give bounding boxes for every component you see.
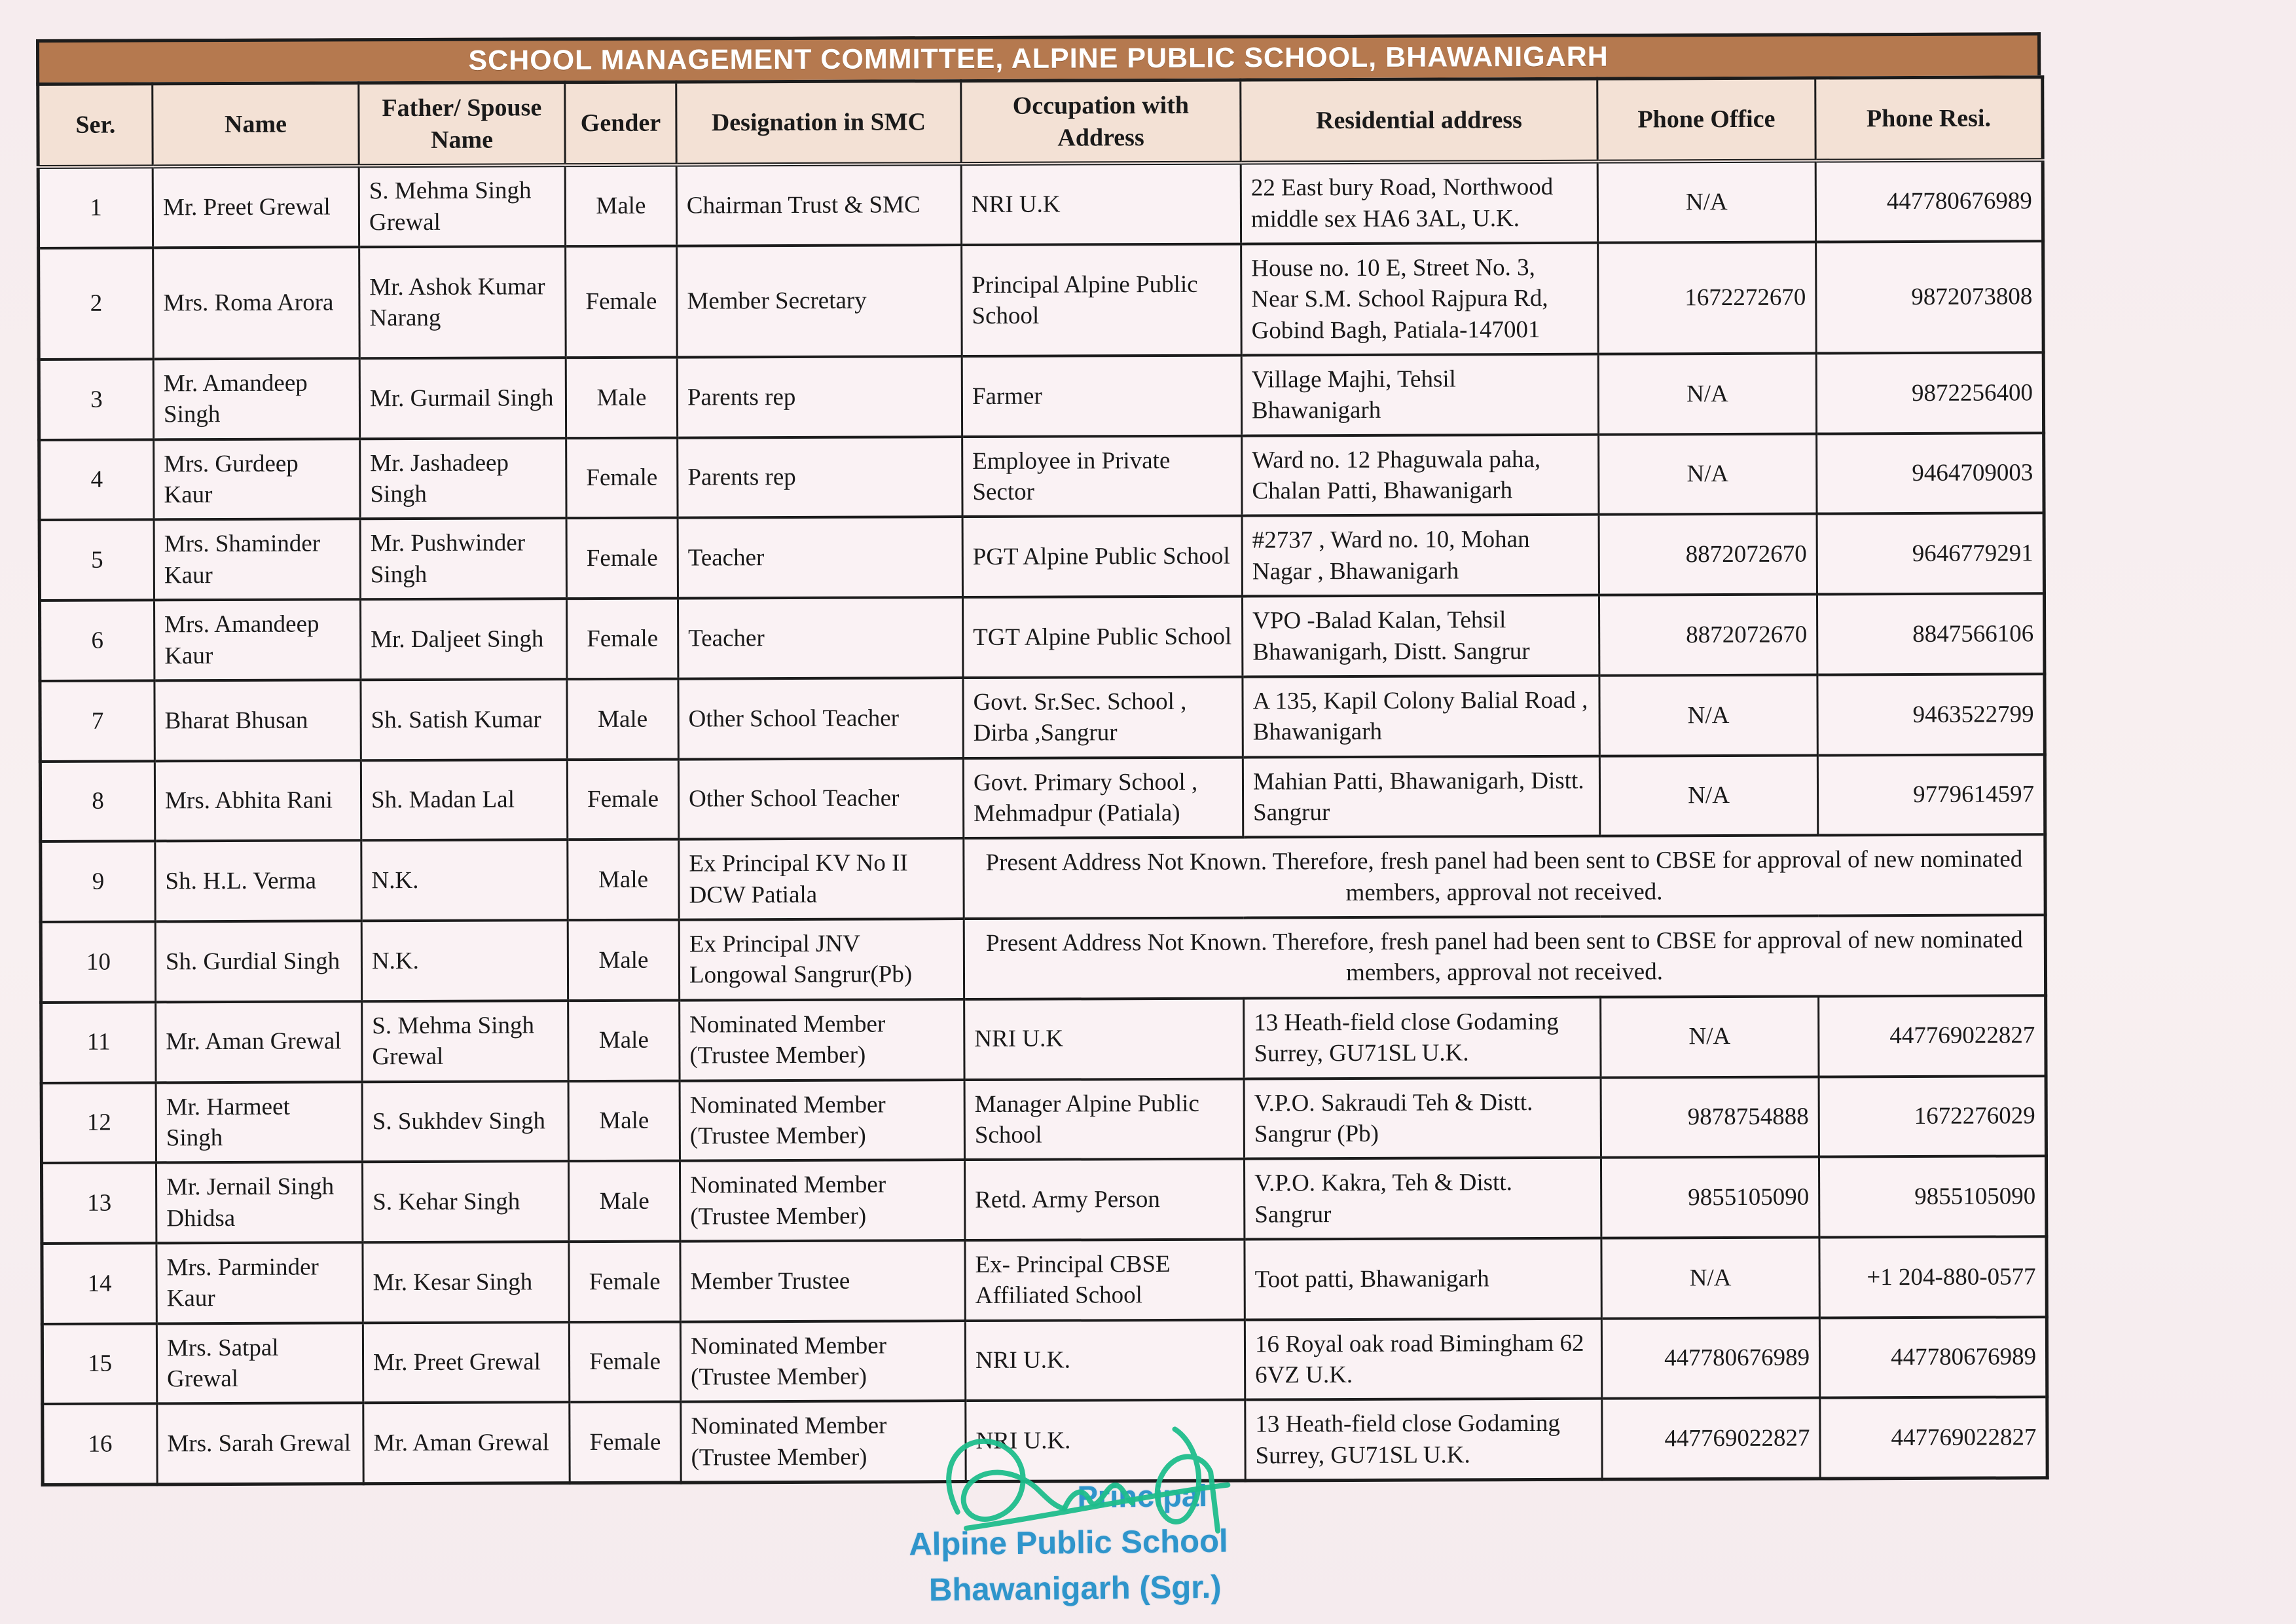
table-cell: Female	[566, 437, 678, 518]
table-cell: 447769022827	[1819, 995, 2046, 1077]
table-cell: Mr. Amandeep Singh	[153, 358, 359, 439]
table-cell: 8872072670	[1599, 514, 1817, 595]
table-cell: 9463522799	[1817, 674, 2045, 755]
table-cell: Manager Alpine Public School	[964, 1079, 1244, 1160]
table-cell: 11	[41, 1002, 156, 1082]
table-cell: Female	[566, 246, 678, 358]
table-cell: 1	[38, 167, 153, 248]
table-cell: Mr. Kesar Singh	[363, 1242, 569, 1323]
table-cell: 447769022827	[1820, 1397, 2047, 1479]
table-cell: 10	[41, 921, 155, 1002]
table-cell: 9872073808	[1816, 241, 2044, 353]
table-cell: Mr. Aman Grewal	[156, 1001, 362, 1082]
table-cell: 5	[39, 520, 154, 600]
table-cell: Nominated Member (Trustee Member)	[680, 1160, 964, 1241]
table-cell: 447780676989	[1601, 1318, 1819, 1399]
table-cell: Mrs. Sarah Grewal	[157, 1403, 363, 1485]
table-cell: Male	[567, 679, 678, 760]
committee-table	[36, 75, 2049, 1486]
table-cell: Mr. Daljeet Singh	[360, 599, 566, 680]
table-cell: #2737 , Ward no. 10, Mohan Nagar , Bhawanigarh	[1242, 515, 1599, 597]
table-row	[41, 1076, 2046, 1163]
table-cell: Male	[568, 920, 679, 1001]
table-cell: Mrs. Satpal Grewal	[156, 1323, 363, 1404]
table-row	[42, 1236, 2047, 1323]
table-cell: Mrs. Shaminder Kaur	[154, 519, 360, 600]
table-cell: V.P.O. Kakra, Teh & Distt. Sangrur	[1244, 1158, 1601, 1240]
table-cell: 14	[42, 1243, 156, 1323]
table-cell: N/A	[1598, 354, 1816, 435]
table-cell: 8872072670	[1599, 595, 1817, 676]
table-row	[41, 835, 2045, 922]
table-cell: Sh. Madan Lal	[361, 760, 567, 841]
table-header-row	[38, 77, 2043, 167]
table-cell: 13 Heath-field close Godaming Surrey, GU71SL U.K.	[1245, 1399, 1602, 1481]
table-cell: Mrs. Roma Arora	[153, 247, 360, 359]
table-cell: Nominated Member (Trustee Member)	[681, 1401, 966, 1483]
table-row	[39, 513, 2044, 600]
table-header	[38, 77, 2043, 167]
table-cell: 1672272670	[1598, 242, 1817, 354]
table-cell: 9878754888	[1601, 1077, 1819, 1158]
signature-scribble-icon	[914, 1421, 1236, 1568]
table-cell: Parents rep	[678, 437, 962, 518]
table-cell: N/A	[1599, 434, 1817, 515]
table-cell: Male	[568, 1080, 680, 1161]
table-cell: N/A	[1601, 1237, 1819, 1318]
table-cell: NRI U.K.	[965, 1320, 1245, 1401]
table-cell: Member Secretary	[677, 245, 962, 358]
stamp-line-principal: Principal	[1077, 1477, 1208, 1515]
table-cell: S. Mehma Singh Grewal	[362, 1001, 568, 1082]
table-cell: Govt. Sr.Sec. School , Dirba ,Sangrur	[963, 676, 1243, 758]
table-cell: Village Majhi, Tehsil Bhawanigarh	[1241, 354, 1598, 436]
table-cell: Employee in Private Sector	[962, 435, 1242, 517]
table-cell: Mr. Jashadeep Singh	[360, 438, 566, 519]
table-cell: Female	[569, 1242, 680, 1322]
table-cell: Farmer	[962, 356, 1241, 437]
table-cell: Chairman Trust & SMC	[676, 164, 961, 246]
table-cell: 9779614597	[1817, 754, 2045, 836]
table-cell: Toot patti, Bhawanigarh	[1245, 1238, 1601, 1320]
table-cell: Female	[570, 1402, 681, 1483]
table-cell: Male	[568, 1161, 680, 1242]
table-cell: 16	[43, 1404, 157, 1485]
table-cell: VPO -Balad Kalan, Tehsil Bhawanigarh, Distt. Sangrur	[1242, 595, 1599, 677]
table-cell: Sh. H.L. Verma	[155, 841, 361, 922]
table-header-cell: Occupation with Address	[961, 80, 1241, 164]
table-cell: Mrs. Abhita Rani	[155, 760, 361, 841]
table-header-cell: Residential address	[1241, 79, 1597, 163]
table-cell: 9	[41, 841, 155, 922]
table-body	[38, 160, 2047, 1485]
table-cell: 6	[39, 600, 154, 681]
table-cell: A 135, Kapil Colony Balial Road , Bhawanigarh	[1243, 676, 1599, 758]
table-header-cell: Phone Office	[1597, 78, 1815, 162]
table-cell: Ward no. 12 Phaguwala paha, Chalan Patti, Bhawanigarh	[1242, 434, 1599, 516]
table-cell: House no. 10 E, Street No. 3, Near S.M. School Rajpura Rd, Gobind Bagh, Patiala-147001	[1241, 243, 1599, 356]
table-cell: N.K.	[361, 920, 568, 1001]
table-cell: 447769022827	[1602, 1398, 1820, 1479]
table-cell: Male	[565, 165, 676, 246]
table-row	[39, 352, 2043, 439]
table-cell: Female	[566, 518, 678, 599]
table-cell: Male	[566, 358, 677, 438]
table-cell: Ex Principal KV No II DCW Patiala	[679, 838, 964, 919]
table-cell: Mr. Jernail Singh Dhidsa	[156, 1162, 362, 1244]
table-cell: 2	[39, 248, 154, 360]
table-cell: Bharat Bhusan	[155, 680, 361, 761]
table-cell: 8847566106	[1817, 594, 2044, 675]
table-cell: 4	[39, 439, 154, 520]
table-cell: Female	[567, 759, 678, 840]
table-cell: Sh. Gurdial Singh	[155, 921, 361, 1002]
table-cell: Teacher	[678, 597, 962, 678]
table-cell: Present Address Not Known. Therefore, fresh panel had been sent to CBSE for approval of new nominated members, approval not received.	[964, 915, 2045, 999]
table-cell: 22 East bury Road, Northwood middle sex HA6 3AL, U.K.	[1241, 162, 1597, 244]
table-cell: Ex Principal JNV Longowal Sangrur(Pb)	[679, 919, 964, 1000]
table-cell: Other School Teacher	[678, 758, 963, 840]
table-cell: 9855105090	[1819, 1156, 2046, 1238]
table-cell: NRI U.K	[961, 163, 1241, 245]
table-cell: Retd. Army Person	[964, 1159, 1244, 1240]
table-cell: 447780676989	[1819, 1317, 2047, 1398]
committee-document	[36, 32, 2046, 1486]
table-cell: Mr. Aman Grewal	[363, 1403, 570, 1484]
table-cell: +1 204-880-0577	[1819, 1236, 2047, 1318]
table-cell: 13 Heath-field close Godaming Surrey, GU71SL U.K.	[1244, 997, 1601, 1079]
table-cell: N/A	[1599, 674, 1817, 756]
table-cell: 8	[40, 761, 155, 841]
table-cell: Mr. Preet Grewal	[153, 166, 359, 248]
table-header-cell: Father/ Spouse Name	[359, 83, 565, 166]
table-cell: N.K.	[361, 840, 568, 921]
table-cell: Mr. Harmeet Singh	[156, 1082, 362, 1163]
table-header-cell: Ser.	[38, 84, 153, 167]
table-cell: Mr. Pushwinder Singh	[360, 519, 566, 600]
stamp-line-place: Bhawanigarh (Sgr.)	[928, 1569, 1222, 1608]
table-cell: Present Address Not Known. Therefore, fresh panel had been sent to CBSE for approval of new nominated members, approval not received.	[964, 835, 2045, 919]
table-cell: 9464709003	[1817, 433, 2044, 514]
table-cell: Govt. Primary School , Mehmadpur (Patiala)	[963, 757, 1243, 838]
table-cell: 447780676989	[1815, 160, 2043, 242]
table-cell: N/A	[1599, 755, 1817, 836]
table-header-cell: Name	[153, 83, 359, 167]
table-row	[40, 754, 2045, 841]
table-cell: Nominated Member (Trustee Member)	[680, 999, 964, 1080]
table-row	[41, 1156, 2046, 1244]
table-cell: Mahian Patti, Bhawanigarh, Distt. Sangrur	[1243, 756, 1599, 838]
table-row	[38, 160, 2043, 248]
table-cell: Teacher	[678, 517, 962, 599]
table-cell: Male	[568, 1000, 680, 1080]
table-cell: Nominated Member (Trustee Member)	[680, 1080, 964, 1161]
table-row	[39, 594, 2044, 681]
table-cell: Mrs. Amandeep Kaur	[154, 599, 360, 680]
principal-stamp	[896, 1432, 1265, 1619]
table-cell: 1672276029	[1819, 1076, 2046, 1157]
table-cell: S. Mehma Singh Grewal	[359, 165, 565, 247]
table-cell: 13	[41, 1163, 156, 1244]
table-cell: 15	[42, 1323, 156, 1404]
table-header-cell: Designation in SMC	[676, 81, 961, 165]
table-cell: NRI U.K	[964, 998, 1244, 1079]
document-title: SCHOOL MANAGEMENT COMMITTEE, ALPINE PUBLIC SCHOOL, BHAWANIGARH	[36, 32, 2041, 83]
table-cell: Nominated Member (Trustee Member)	[680, 1321, 965, 1402]
table-cell: S. Kehar Singh	[362, 1161, 568, 1242]
table-cell: 3	[39, 359, 153, 439]
table-cell: 9872256400	[1816, 352, 2043, 434]
table-cell: Female	[569, 1321, 680, 1402]
table-row	[41, 995, 2046, 1082]
table-cell: 9646779291	[1817, 513, 2044, 595]
table-cell: TGT Alpine Public School	[962, 597, 1242, 678]
table-cell: N/A	[1597, 161, 1815, 243]
table-cell: Member Trustee	[680, 1240, 965, 1321]
table-cell: PGT Alpine Public School	[962, 516, 1242, 597]
table-cell: Mr. Gurmail Singh	[359, 358, 566, 439]
table-cell: Ex- Principal CBSE Affiliated School	[965, 1240, 1245, 1321]
table-cell: Sh. Satish Kumar	[361, 679, 567, 760]
table-header-cell: Gender	[565, 82, 676, 165]
table-cell: V.P.O. Sakraudi Teh & Distt. Sangrur (Pb)	[1244, 1077, 1601, 1159]
table-cell: Female	[566, 599, 678, 679]
table-cell: S. Sukhdev Singh	[362, 1081, 568, 1162]
table-row	[40, 674, 2045, 761]
stamp-line-school: Alpine Public School	[909, 1523, 1228, 1562]
table-cell: Mrs. Gurdeep Kaur	[154, 439, 360, 520]
table-cell: Other School Teacher	[678, 678, 963, 759]
table-cell: Parents rep	[677, 356, 962, 437]
table-cell: Mrs. Parminder Kaur	[156, 1242, 363, 1323]
table-cell: Male	[568, 840, 679, 920]
table-row	[41, 915, 2045, 1002]
table-cell: 12	[41, 1082, 156, 1163]
table-header-cell: Phone Resi.	[1815, 77, 2043, 161]
table-row	[39, 433, 2044, 520]
table-row	[42, 1317, 2047, 1404]
table-cell: 9855105090	[1601, 1157, 1819, 1238]
table-cell: Mr. Ashok Kumar Narang	[359, 246, 566, 358]
table-cell: 7	[40, 680, 155, 761]
table-cell: Mr. Preet Grewal	[363, 1322, 569, 1403]
table-cell: N/A	[1601, 996, 1819, 1077]
table-cell: 16 Royal oak road Bimingham 62 6VZ U.K.	[1245, 1318, 1601, 1400]
table-cell: NRI U.K.	[966, 1400, 1245, 1482]
table-row	[39, 241, 2044, 360]
table-cell: Principal Alpine Public School	[962, 244, 1242, 357]
